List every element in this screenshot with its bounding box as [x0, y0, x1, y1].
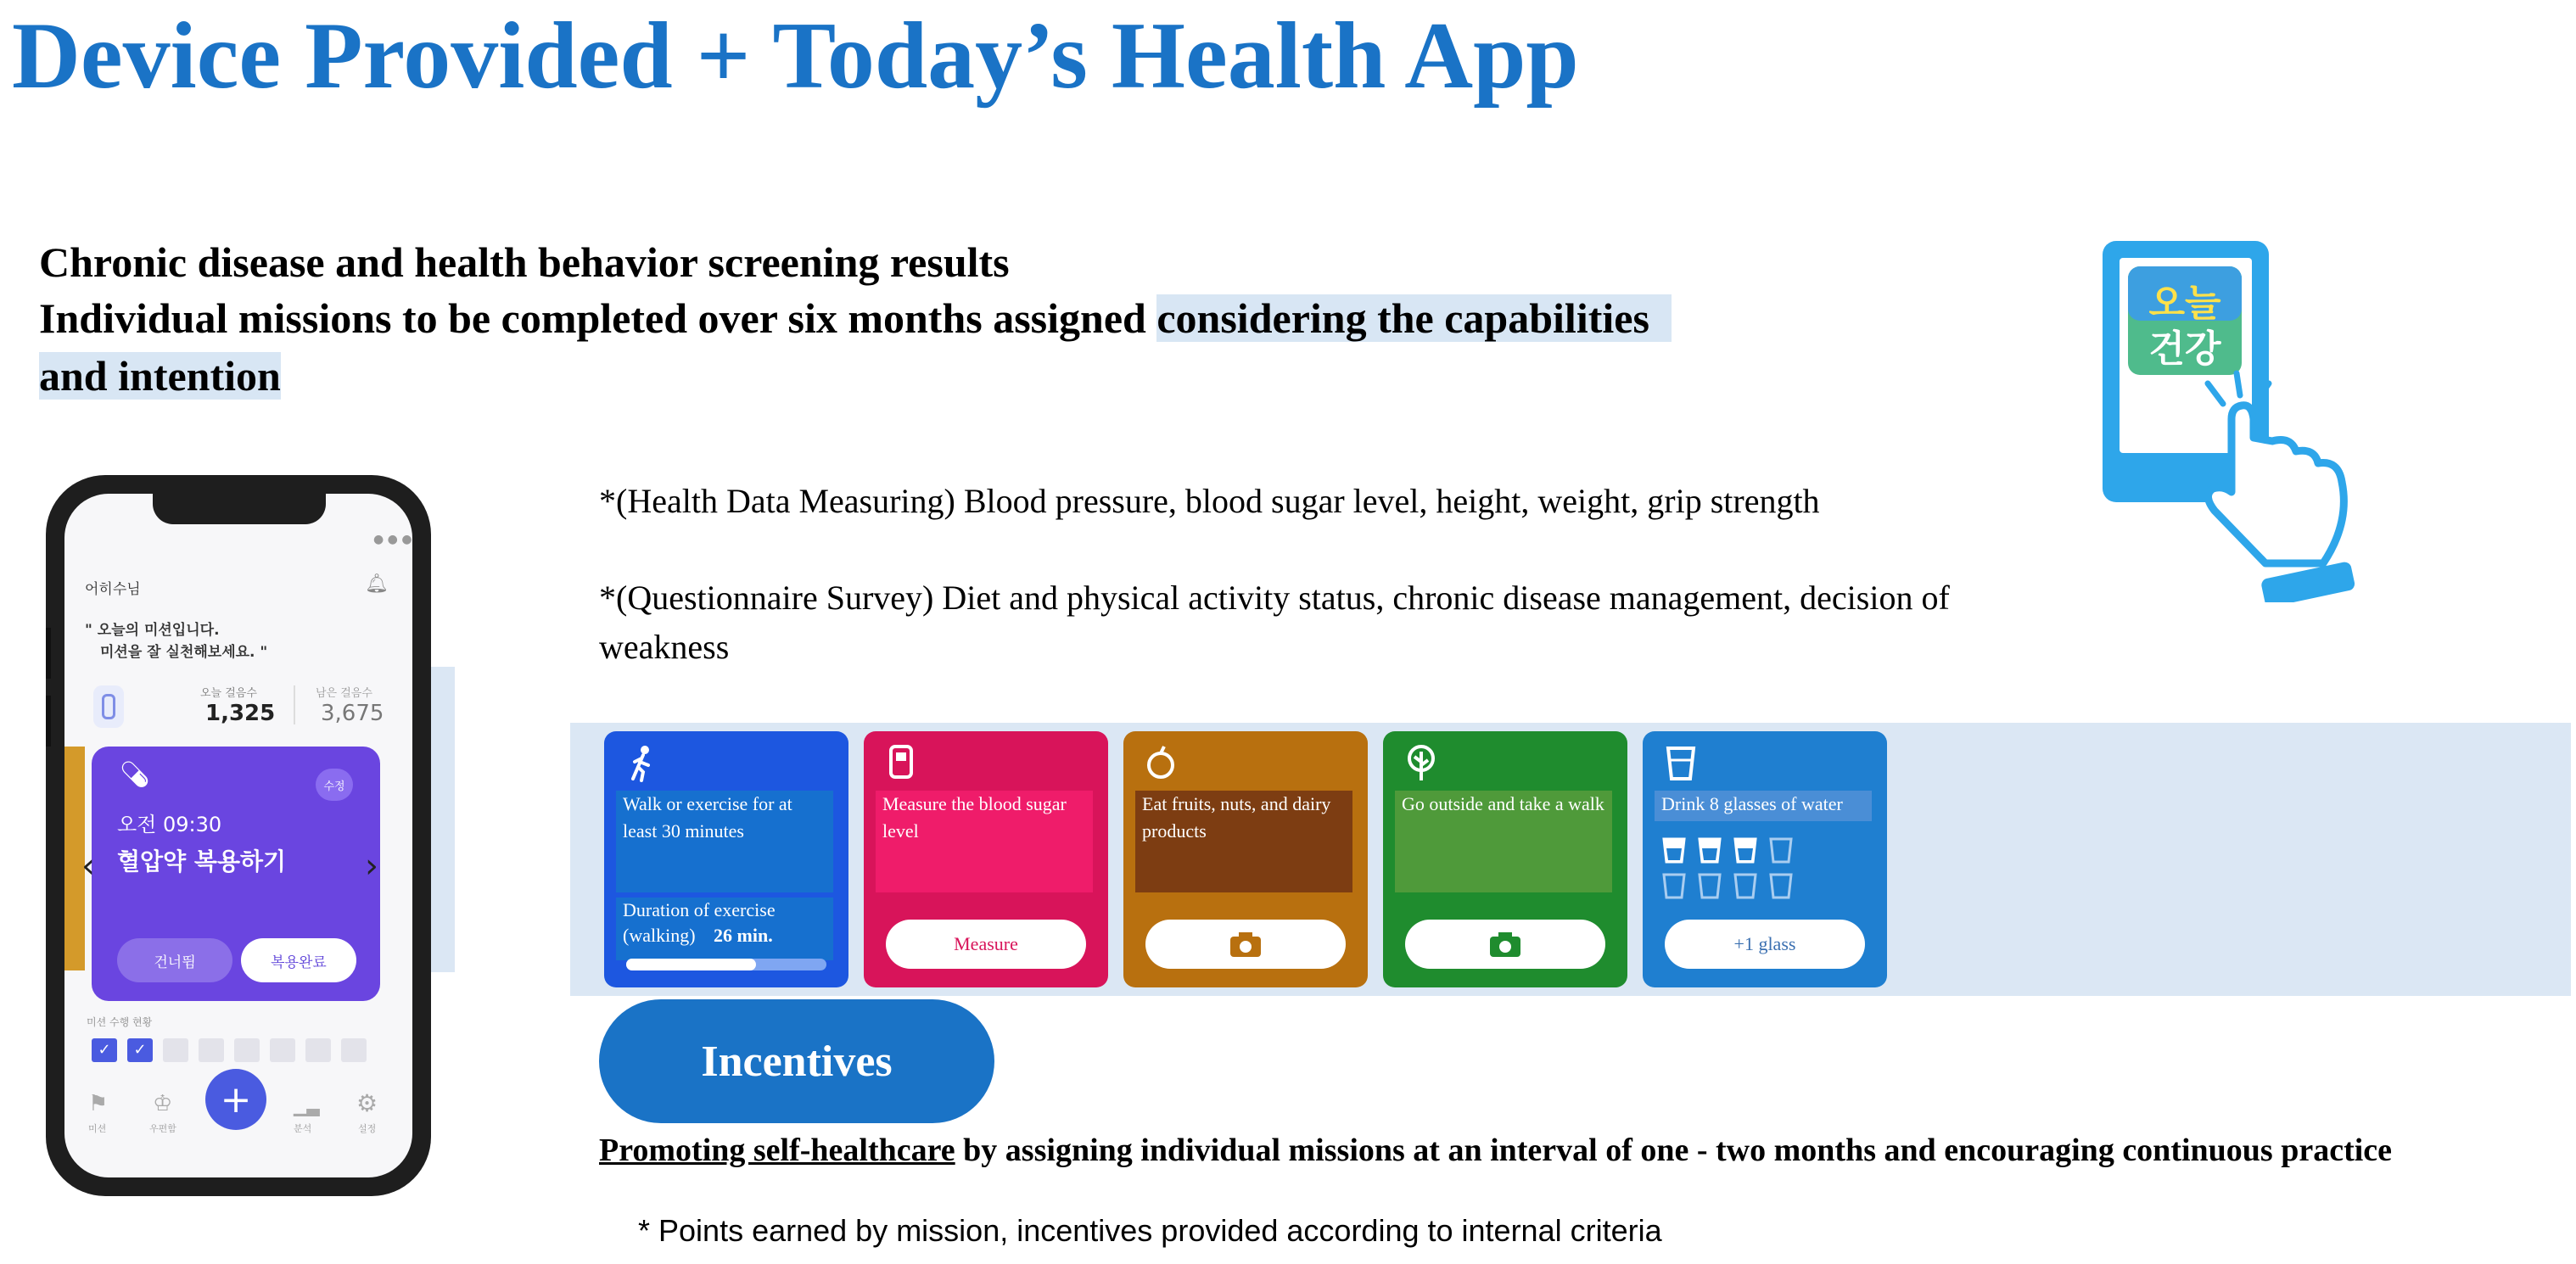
walking-icon	[623, 743, 662, 782]
remaining-label: 남은 걸음수	[316, 687, 372, 700]
water-text: Drink 8 glasses of water	[1655, 791, 1872, 821]
steps-divider	[294, 685, 295, 724]
walk-text: Walk or exercise for at least 30 minutes	[616, 791, 833, 892]
phone-side-button-2	[46, 696, 51, 747]
camera-icon	[1229, 931, 1263, 958]
heading-line-2-plain: Individual missions to be completed over six months assigned	[39, 294, 1157, 342]
progress-square	[270, 1038, 295, 1062]
heading-line-1: Chronic disease and health behavior screening results	[39, 238, 1010, 286]
glass-icon	[1768, 872, 1794, 899]
glass-icon	[1697, 872, 1722, 899]
promo-underlined: Promoting self-healthcare	[599, 1133, 955, 1168]
heading-line-3-highlight: and intention	[39, 352, 281, 400]
greeting-text: 어히수님	[85, 581, 141, 598]
trophy-icon[interactable]: ♔	[153, 1091, 173, 1116]
walk-progress-fill	[626, 959, 756, 970]
chevron-right-icon[interactable]: ›	[365, 847, 378, 886]
mission-card-blood-sugar[interactable]	[864, 731, 1108, 987]
remaining-value: 3,675	[321, 701, 384, 726]
cup-icon	[1661, 743, 1700, 782]
medication-task: 혈압약 복용하기	[117, 847, 287, 875]
progress-label: 미션 수행 현황	[87, 1016, 153, 1028]
add-glass-button[interactable]: +1 glass	[1665, 920, 1865, 969]
app-icon-text-bottom: 건강	[2148, 327, 2221, 371]
app-tap-illustration	[2096, 238, 2384, 602]
edit-badge[interactable]: 수정	[316, 769, 353, 801]
done-button[interactable]: 복용완료	[241, 938, 356, 982]
phone-side-button	[46, 628, 51, 679]
step-icon	[93, 685, 124, 728]
glass-icon	[1733, 872, 1758, 899]
heading-line-2	[39, 294, 1672, 343]
glass-icon	[1661, 872, 1687, 899]
steps-value: 1,325	[205, 701, 276, 726]
duration-label: Duration of exercise (walking)	[623, 899, 776, 946]
progress-square	[305, 1038, 331, 1062]
note-questionnaire: *(Questionnaire Survey) Diet and physical activity status, chronic disease management, decision of weakness	[599, 579, 1950, 666]
walk-outside-text: Go outside and take a walk	[1395, 791, 1612, 892]
fruits-text: Eat fruits, nuts, and dairy products	[1135, 791, 1352, 892]
blood-sugar-text: Measure the blood sugar level	[876, 791, 1093, 892]
apple-icon	[1142, 743, 1181, 782]
mission-card-water[interactable]	[1643, 731, 1887, 987]
progress-square	[163, 1038, 188, 1062]
promo-text	[599, 1128, 2542, 1172]
flag-icon[interactable]: ⚑	[88, 1091, 109, 1116]
pill-icon: 💊︎	[119, 760, 152, 790]
walk-outside-camera-button[interactable]	[1405, 920, 1605, 969]
walk-progress-track	[626, 959, 826, 970]
nav-mailbox[interactable]: 우편함	[149, 1123, 176, 1134]
app-icon-text-top: 오늘	[2148, 282, 2221, 325]
heading-line-3	[39, 351, 281, 400]
progress-square	[199, 1038, 224, 1062]
promo-rest: by assigning individual missions at an interval of one - two months and encouraging continuous practice	[955, 1133, 2393, 1168]
nav-mission[interactable]: 미션	[88, 1123, 107, 1134]
glass-icon	[1661, 836, 1687, 864]
progress-square	[234, 1038, 260, 1062]
water-glasses	[1661, 836, 1831, 913]
chevron-left-icon[interactable]: ‹	[81, 847, 95, 886]
mission-message-1: " 오늘의 미션입니다.	[85, 622, 220, 639]
page-title: Device Provided + Today’s Health App	[12, 3, 1579, 109]
glass-icon	[1768, 836, 1794, 864]
fruits-camera-button[interactable]	[1145, 920, 1346, 969]
add-button[interactable]: +	[205, 1069, 266, 1130]
glucometer-icon	[882, 743, 921, 782]
mission-message-2: 미션을 잘 실천해보세요. "	[100, 644, 268, 661]
points-note: * Points earned by mission, incentives provided according to internal criteria	[638, 1213, 1662, 1248]
steps-label: 오늘 걸음수	[200, 687, 257, 700]
nav-analysis[interactable]: 분석	[294, 1123, 312, 1134]
mission-card-walk[interactable]	[604, 731, 848, 987]
tree-icon	[1402, 743, 1441, 782]
measure-button[interactable]: Measure	[886, 920, 1086, 969]
nav-settings[interactable]: 설정	[358, 1123, 377, 1134]
bell-icon[interactable]: 🔔︎	[365, 573, 389, 595]
heading-line-2-highlight: considering the capabilities	[1156, 294, 1672, 342]
chart-icon[interactable]: ▁▃	[294, 1096, 320, 1116]
duration-value: 26 min.	[714, 925, 773, 946]
progress-square: ✓	[92, 1038, 117, 1062]
glass-icon	[1697, 836, 1722, 864]
glass-icon	[1733, 836, 1758, 864]
progress-square	[341, 1038, 367, 1062]
status-dots: ● ● ●	[373, 533, 412, 546]
phone-notch	[153, 494, 326, 524]
progress-square: ✓	[127, 1038, 153, 1062]
medication-time: 오전 09:30	[117, 813, 222, 836]
camera-icon	[1488, 931, 1522, 958]
incentives-badge: Incentives	[599, 999, 994, 1123]
note-health-data: *(Health Data Measuring) Blood pressure, blood sugar level, height, weight, grip strength	[599, 482, 1820, 520]
mission-card-fruits[interactable]	[1123, 731, 1368, 987]
phone-tap-icon	[2096, 238, 2384, 602]
gear-icon[interactable]: ⚙	[356, 1089, 378, 1117]
skip-button[interactable]: 건너뜀	[117, 938, 232, 982]
mission-card-walk-outside[interactable]	[1383, 731, 1627, 987]
